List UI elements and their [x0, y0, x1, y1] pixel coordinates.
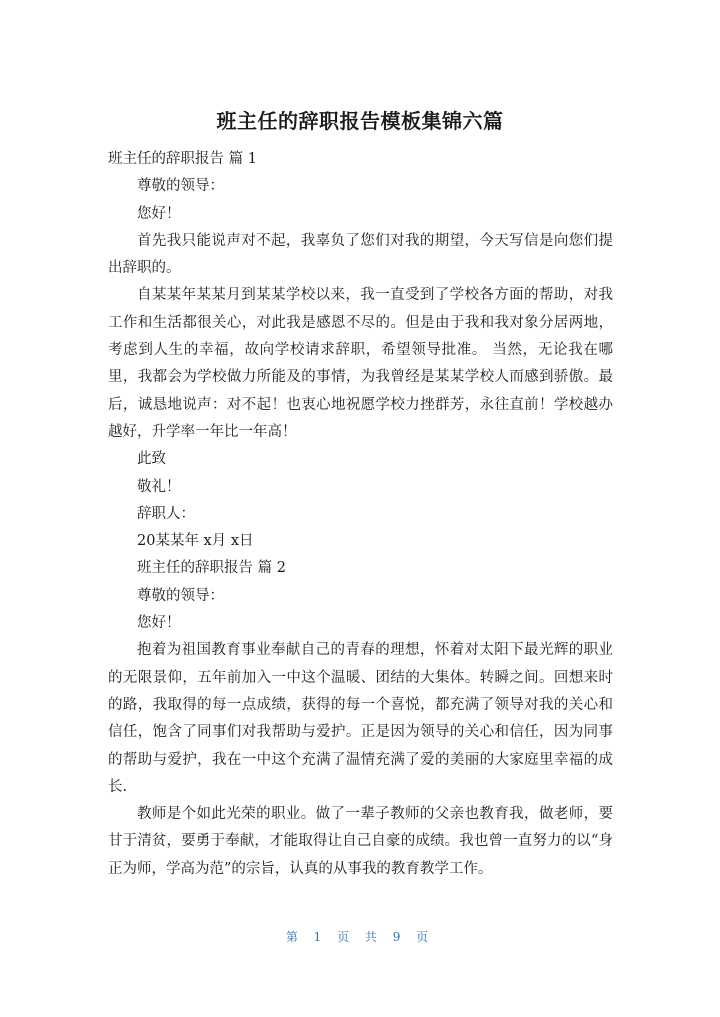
body-paragraph: 抱着为祖国教育事业奉献自己的青春的理想，怀着对太阳下最光辉的职业的无限景仰，五年前加入一中这个温暖、团结的大集体。转瞬之间。回想来时的路，我取得的每一点成绩，获得的每一个喜悦，都充满了领导对我的关心和信任，饱含了同事们对我帮助与爱护。正是因为领导的关心和信任，因为同事的帮助与爱护，我在一中这个充满了温情充满了爱的美丽的大家庭里幸福的成长.: [108, 642, 613, 795]
section-heading-2: 班主任的辞职报告 篇 2: [137, 560, 286, 577]
body-paragraph: 自某某年某某月到某某学校以来，我一直受到了学校各方面的帮助，对我工作和生活都很关心，对此我是感恩不尽的。但是由于我和我对象分居两地，考虑到人生的幸福，故向学校请求辞职，希望领导批准。 当然，无论我在哪里，我都会为学校做力所能及的事情，为我曾经是某某学校人而感到骄傲。最后，诚恳地说声：对不起！也衷心地祝愿学校力挫群芳，永往直前！学校越办越好，升学率一年比一年高！: [108, 287, 613, 440]
page-footer: 第 1 页 共 9 页: [285, 930, 435, 944]
salutation: 尊敬的领导：: [137, 178, 224, 195]
closing-line: 此致: [137, 451, 166, 468]
body-paragraph: 首先我只能说声对不起，我辜负了您们对我的期望，今天写信是向您们提出辞职的。: [108, 232, 613, 277]
document-body: [108, 146, 613, 883]
closing-regards: 敬礼！: [137, 478, 181, 495]
date-line: 20某某年 x月 x日: [137, 533, 254, 550]
greeting: 您好！: [137, 615, 181, 632]
signature-label: 辞职人：: [137, 505, 195, 522]
greeting: 您好！: [137, 205, 181, 222]
salutation: 尊敬的领导：: [137, 587, 224, 604]
document-title: 班主任的辞职报告模板集锦六篇: [216, 109, 504, 133]
body-paragraph: 教师是个如此光荣的职业。做了一辈子教师的父亲也教育我，做老师，要甘于清贫，要勇于奉献，才能取得让自己自豪的成绩。我也曾一直努力的以“身正为师，学高为范”的宗旨，认真的从事我的教育教学工作。: [108, 806, 613, 877]
section-heading-1: 班主任的辞职报告 篇 1: [108, 151, 257, 167]
